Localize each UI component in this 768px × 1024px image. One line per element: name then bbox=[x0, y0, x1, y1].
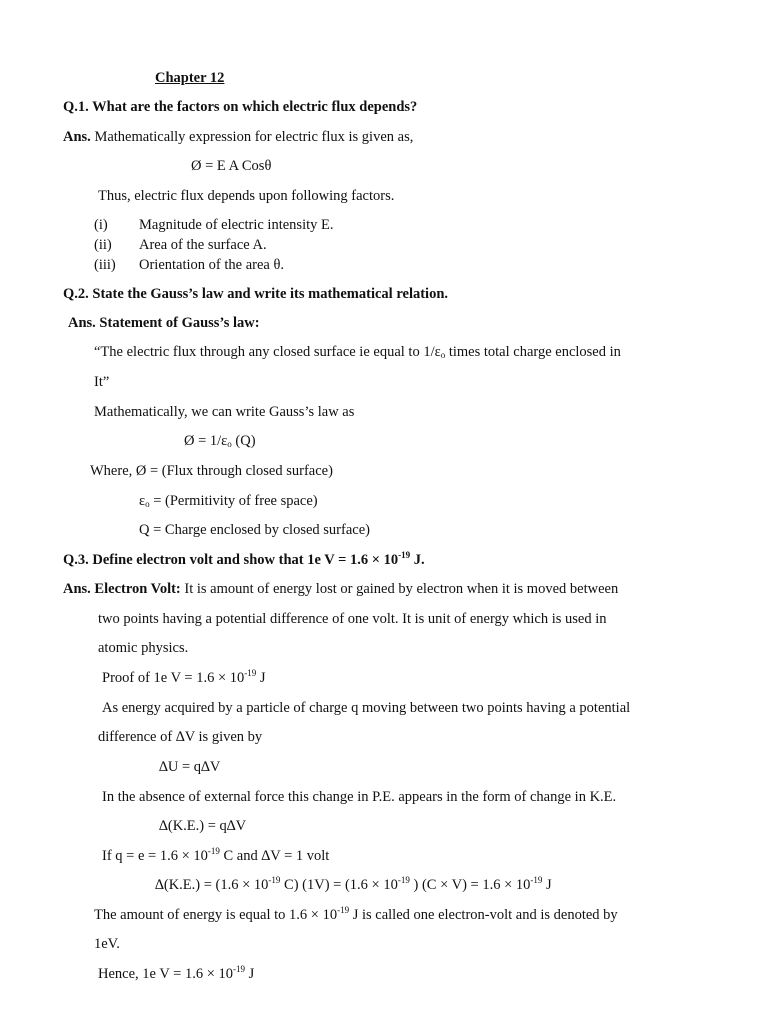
where-charge: Q = Charge enclosed by closed surface) bbox=[139, 522, 370, 538]
factor-number: (ii) bbox=[94, 237, 112, 253]
math-intro: Mathematically, we can write Gauss’s law as bbox=[94, 404, 355, 420]
question-1: Q.1. What are the factors on which electric flux depends? bbox=[63, 99, 418, 115]
flux-formula: Ø = E A Cosθ bbox=[191, 158, 272, 174]
where-permittivity: $\varepsilon_o$ = (Permitivity of free space) bbox=[139, 493, 318, 509]
equation-ke: ∆(K.E.) = q∆V bbox=[159, 818, 247, 834]
question-2: Q.2. State the Gauss’s law and write its mathematical relation. bbox=[63, 286, 449, 302]
hence-line: Hence, 1e $V = 1.6 \times 10^{-19}$ J bbox=[98, 964, 255, 982]
answer-label: Ans. Electron Volt: bbox=[63, 581, 181, 597]
factor-text: Magnitude of electric intensity E. bbox=[139, 217, 334, 233]
factor-text: Area of the surface A. bbox=[139, 237, 267, 253]
answer-label: Ans. bbox=[63, 129, 91, 145]
calculation-line: $\Delta(K.E.) = (1.6 \times 10^{-19}$ C) $(1V) = (1.6 \times 10^{-19}$ ) $(C \times V) = 1.6 \times 10^{-19}$ J bbox=[155, 875, 552, 893]
question-3: Q.3. Define electron volt and show that 1e $V = 1.6 \times 10^{-19}$ J. bbox=[63, 550, 425, 568]
gauss-formula: Ø = $1/\varepsilon_o$ (Q) bbox=[184, 433, 256, 449]
factor-number: (iii) bbox=[94, 257, 116, 273]
where-flux: Where, Ø = (Flux through closed surface) bbox=[90, 463, 333, 479]
amount-line: The amount of energy is equal to $1.6 \times 10^{-19}$ J is called one electron-volt and is denoted by bbox=[94, 905, 618, 923]
if-line: If $q = e = 1.6 \times 10^{-19}$ C and ∆V = 1 volt bbox=[102, 846, 330, 864]
definition-line: atomic physics. bbox=[98, 640, 189, 656]
chapter-title: Chapter 12 bbox=[155, 70, 225, 86]
factor-text: Orientation of the area θ. bbox=[139, 257, 285, 273]
proof-heading: Proof of 1e $V = 1.6 \times 10^{-19}$ J bbox=[102, 668, 266, 686]
q3-answer: Ans. Electron Volt: It is amount of energy lost or gained by electron when it is moved between bbox=[63, 581, 619, 597]
energy-line: As energy acquired by a particle of charge q moving between two points having a potential bbox=[102, 700, 631, 716]
factors-intro: Thus, electric flux depends upon following factors. bbox=[98, 188, 395, 204]
equation-du: ∆U = q∆V bbox=[159, 759, 221, 775]
answer-text: Mathematically expression for electric flux is given as, bbox=[90, 129, 414, 145]
q1-answer bbox=[63, 128, 413, 146]
absence-line: In the absence of external force this change in P.E. appears in the form of change in K.E. bbox=[102, 789, 617, 805]
q2-answer-heading: Ans. Statement of Gauss’s law: bbox=[68, 315, 260, 331]
amount-line-end: 1eV. bbox=[94, 936, 120, 952]
gauss-statement-end: It” bbox=[94, 374, 110, 390]
definition-line: two points having a potential difference of one volt. It is unit of energy which is used in bbox=[98, 611, 607, 627]
energy-line: difference of ∆V is given by bbox=[98, 729, 263, 745]
gauss-statement: “The electric flux through any closed surface ie equal to $1/\varepsilon_o$ times total charge enclosed in bbox=[94, 344, 621, 360]
factor-number: (i) bbox=[94, 217, 108, 233]
